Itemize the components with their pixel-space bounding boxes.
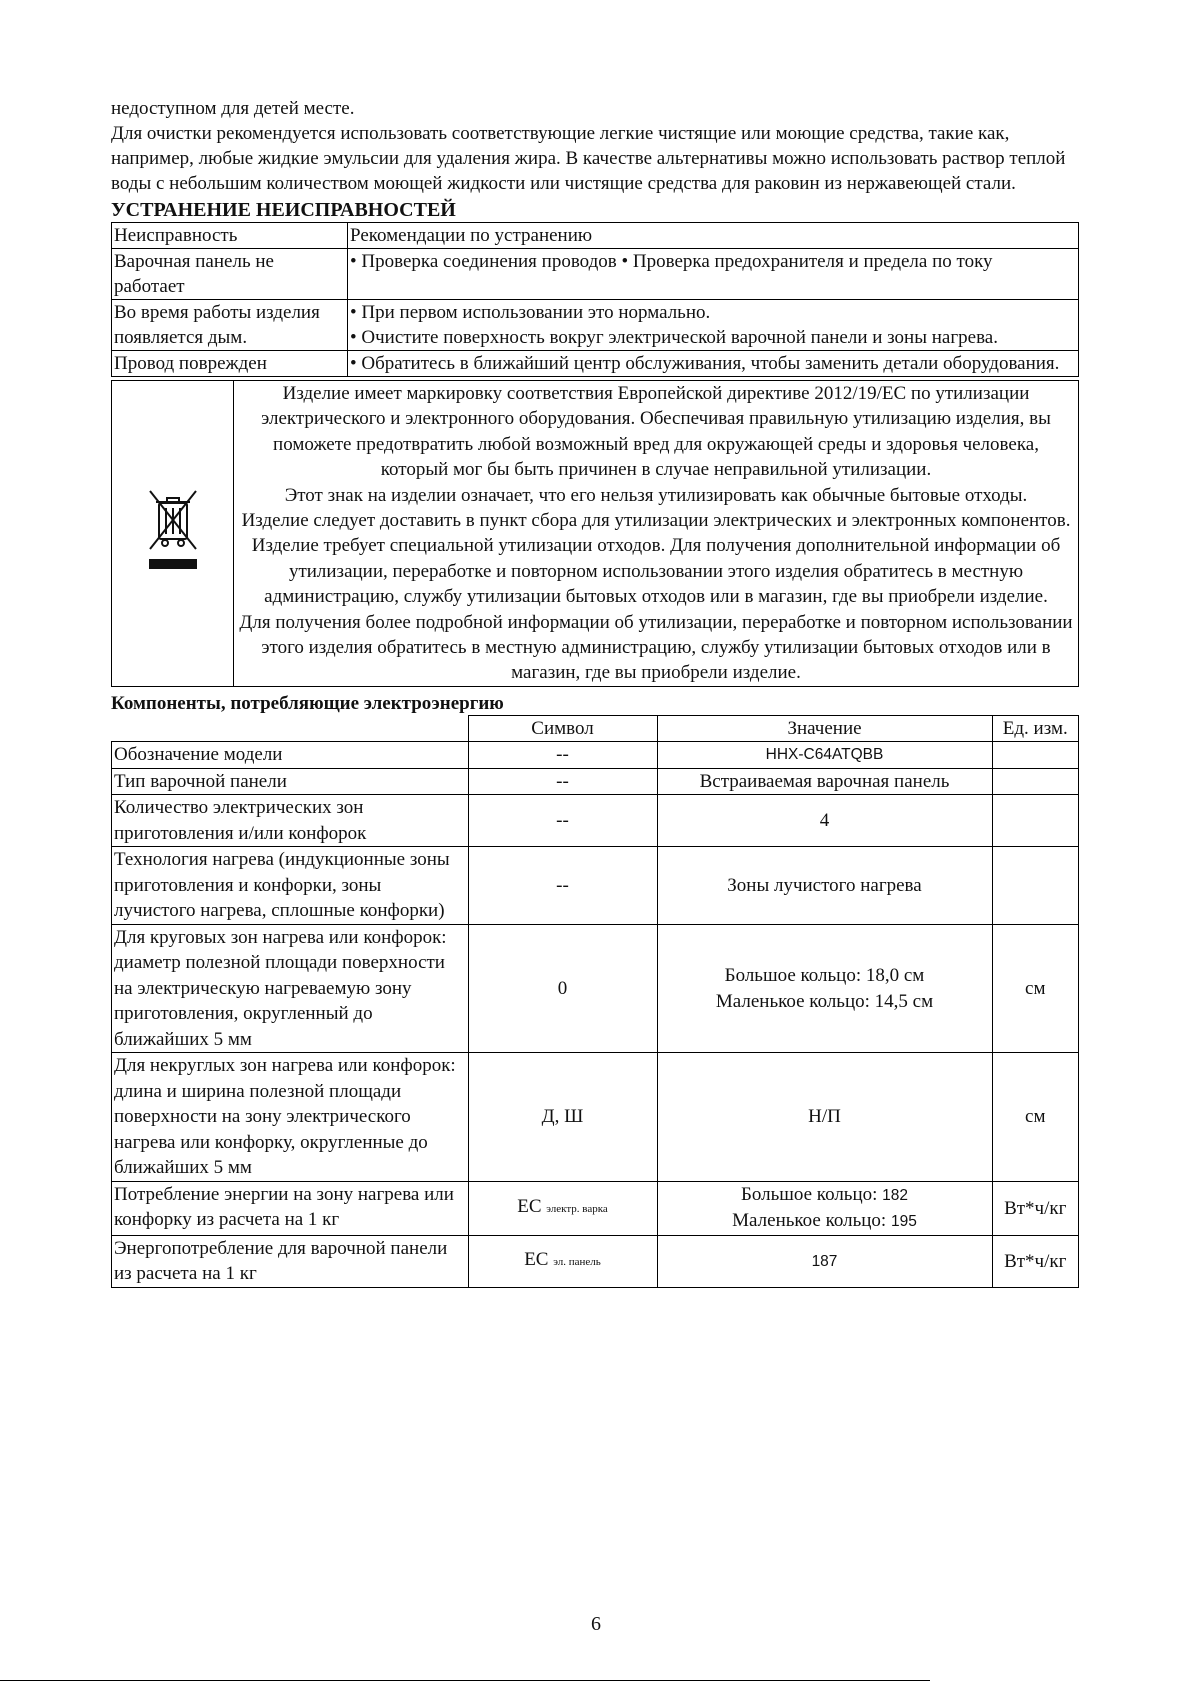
value-line bbox=[660, 1182, 990, 1209]
weee-notice bbox=[111, 380, 1079, 687]
param-cell: Для круговых зон нагрева или конфорок: диаметр полезной площади поверхности на электрическую нагреваемую зону приготовления, округленный до ближайших 5 мм bbox=[112, 924, 469, 1053]
weee-paragraph: Изделие имеет маркировку соответствия Европейской директиве 2012/19/EC по утилизации электрического и электронного оборудования. Обеспечивая правильную утилизацию изделия, вы поможете предотвратить любой возможный вред для окружающей среды и здоровья человека, который мог бы быть причинен в случае неправильной утилизации. bbox=[261, 383, 1051, 481]
fault-cell: Во время работы изделия появляется дым. bbox=[112, 300, 348, 351]
param-cell: Технология нагрева (индукционные зоны приготовления и конфорки, зоны лучистого нагрева, сплошные конфорки) bbox=[112, 847, 469, 925]
unit-cell: см bbox=[992, 924, 1079, 1053]
intro-paragraph: Для очистки рекомендуется использовать соответствующие легкие чистящие или моющие средства, такие как, например, любые жидкие эмульсии для удаления жира. В качестве альтернативы можно использовать раствор теплой воды с небольшим количеством моющей жидкости или чистящие средства для раковин из нержавеющей стали. bbox=[111, 123, 1066, 194]
table-row bbox=[112, 249, 1079, 300]
value-number: 195 bbox=[890, 1213, 917, 1231]
table-row bbox=[112, 1053, 1079, 1182]
table-row bbox=[112, 795, 1079, 847]
weee-paragraph: Этот знак на изделии означает, что его нельзя утилизировать как обычные бытовые отходы. bbox=[284, 484, 1028, 506]
unit-cell bbox=[992, 847, 1079, 925]
symbol-cell: -- bbox=[468, 742, 657, 769]
unit-cell bbox=[992, 742, 1079, 769]
value-cell: 187 bbox=[657, 1235, 992, 1287]
symbol-cell: -- bbox=[468, 795, 657, 847]
unit-cell: см bbox=[992, 1053, 1079, 1182]
symbol-cell bbox=[468, 1235, 657, 1287]
weee-icon-cell bbox=[112, 381, 234, 687]
param-cell: Количество электрических зон приготовления и/или конфорок bbox=[112, 795, 469, 847]
table-row bbox=[112, 1235, 1079, 1287]
unit-cell: Вт*ч/кг bbox=[992, 1235, 1079, 1287]
crossed-bin-icon bbox=[147, 487, 199, 580]
value-cell: Н/П bbox=[657, 1053, 992, 1182]
unit-cell bbox=[992, 795, 1079, 847]
weee-paragraph: Изделие требует специальной утилизации отходов. Для получения дополнительной информации об утилизации, переработке и повторном использовании этого изделия обратитесь в местную администрацию, службу утилизации бытовых отходов или в магазин, где вы приобрели изделие. bbox=[251, 535, 1061, 608]
table-header-row bbox=[112, 715, 1079, 742]
table-row bbox=[112, 768, 1079, 795]
param-cell: Обозначение модели bbox=[112, 742, 469, 769]
value-cell: 4 bbox=[657, 795, 992, 847]
empty-header bbox=[112, 715, 469, 742]
value-label: Большое кольцо: bbox=[740, 1183, 878, 1205]
value-cell: Встраиваемая варочная панель bbox=[657, 768, 992, 795]
symbol-cell: Д, Ш bbox=[468, 1053, 657, 1182]
fix-cell bbox=[348, 300, 1079, 351]
param-cell: Энергопотребление для варочной панели из расчета на 1 кг bbox=[112, 1235, 469, 1287]
symbol-cell: -- bbox=[468, 847, 657, 925]
footer-divider bbox=[0, 1680, 930, 1681]
header-fault: Неисправность bbox=[112, 223, 348, 249]
fault-cell: Провод поврежден bbox=[112, 351, 348, 377]
value-line: Маленькое кольцо: 14,5 см bbox=[715, 990, 934, 1012]
value-cell: Зоны лучистого нагрева bbox=[657, 847, 992, 925]
table-row bbox=[112, 351, 1079, 377]
param-cell: Для некруглых зон нагрева или конфорок: длина и ширина полезной площади поверхности на зону электрического нагрева или конфорку, округленные до ближайших 5 мм bbox=[112, 1053, 469, 1182]
header-symbol: Символ bbox=[468, 715, 657, 742]
param-cell: Тип варочной панели bbox=[112, 768, 469, 795]
page-number: 6 bbox=[591, 1613, 601, 1635]
intro-line: недоступном для детей месте. bbox=[111, 98, 355, 119]
troubleshooting-table bbox=[111, 222, 1079, 377]
table-header-row bbox=[112, 223, 1079, 249]
components-table bbox=[111, 715, 1079, 1288]
value-cell: HHX-C64ATQBB bbox=[657, 742, 992, 769]
value-number: 182 bbox=[882, 1186, 909, 1204]
value-cell bbox=[657, 924, 992, 1053]
unit-cell bbox=[992, 768, 1079, 795]
symbol-subscript: эл. панель bbox=[553, 1256, 601, 1269]
table-row bbox=[112, 742, 1079, 769]
header-unit: Ед. изм. bbox=[992, 715, 1079, 742]
fault-cell: Варочная панель не работает bbox=[112, 249, 348, 300]
page-content bbox=[111, 96, 1079, 1288]
unit-cell: Вт*ч/кг bbox=[992, 1181, 1079, 1235]
fix-cell: • Проверка соединения проводов • Проверка предохранителя и предела по току bbox=[348, 249, 1079, 300]
symbol-cell: -- bbox=[468, 768, 657, 795]
troubleshooting-title: УСТРАНЕНИЕ НЕИСПРАВНОСТЕЙ bbox=[111, 199, 456, 221]
symbol-cell bbox=[468, 1181, 657, 1235]
param-cell: Потребление энергии на зону нагрева или конфорку из расчета на 1 кг bbox=[112, 1181, 469, 1235]
symbol-main: ЕС bbox=[524, 1249, 549, 1271]
table-row bbox=[112, 1181, 1079, 1235]
symbol-main: ЕС bbox=[517, 1196, 542, 1218]
fix-cell: • Обратитесь в ближайший центр обслуживания, чтобы заменить детали оборудования. bbox=[348, 351, 1079, 377]
symbol-subscript: электр. варка bbox=[546, 1203, 608, 1216]
value-line: Большое кольцо: 18,0 см bbox=[724, 965, 925, 987]
weee-paragraph: Изделие следует доставить в пункт сбора для утилизации электрических и электронных компонентов. bbox=[241, 510, 1071, 532]
components-title: Компоненты, потребляющие электроэнергию bbox=[111, 692, 504, 714]
header-fix: Рекомендации по устранению bbox=[348, 223, 1079, 249]
weee-paragraph: Для получения более подробной информации об утилизации, переработке и повторном использовании этого изделия обратитесь в местную администрацию, службу утилизации бытовых отходов или в магазин, где вы приобрели изделие. bbox=[239, 611, 1073, 684]
symbol-cell: 0 bbox=[468, 924, 657, 1053]
intro-text bbox=[111, 96, 1079, 196]
header-value: Значение bbox=[657, 715, 992, 742]
value-label: Маленькое кольцо: bbox=[732, 1210, 887, 1232]
weee-text bbox=[234, 381, 1079, 687]
table-row bbox=[112, 300, 1079, 351]
fix-line: • Очистите поверхность вокруг электрической варочной панели и зоны нагрева. bbox=[350, 327, 998, 348]
table-row bbox=[112, 924, 1079, 1053]
fix-line: • При первом использовании это нормально. bbox=[350, 302, 711, 323]
value-line bbox=[660, 1208, 990, 1235]
value-cell bbox=[657, 1181, 992, 1235]
table-row bbox=[112, 847, 1079, 925]
